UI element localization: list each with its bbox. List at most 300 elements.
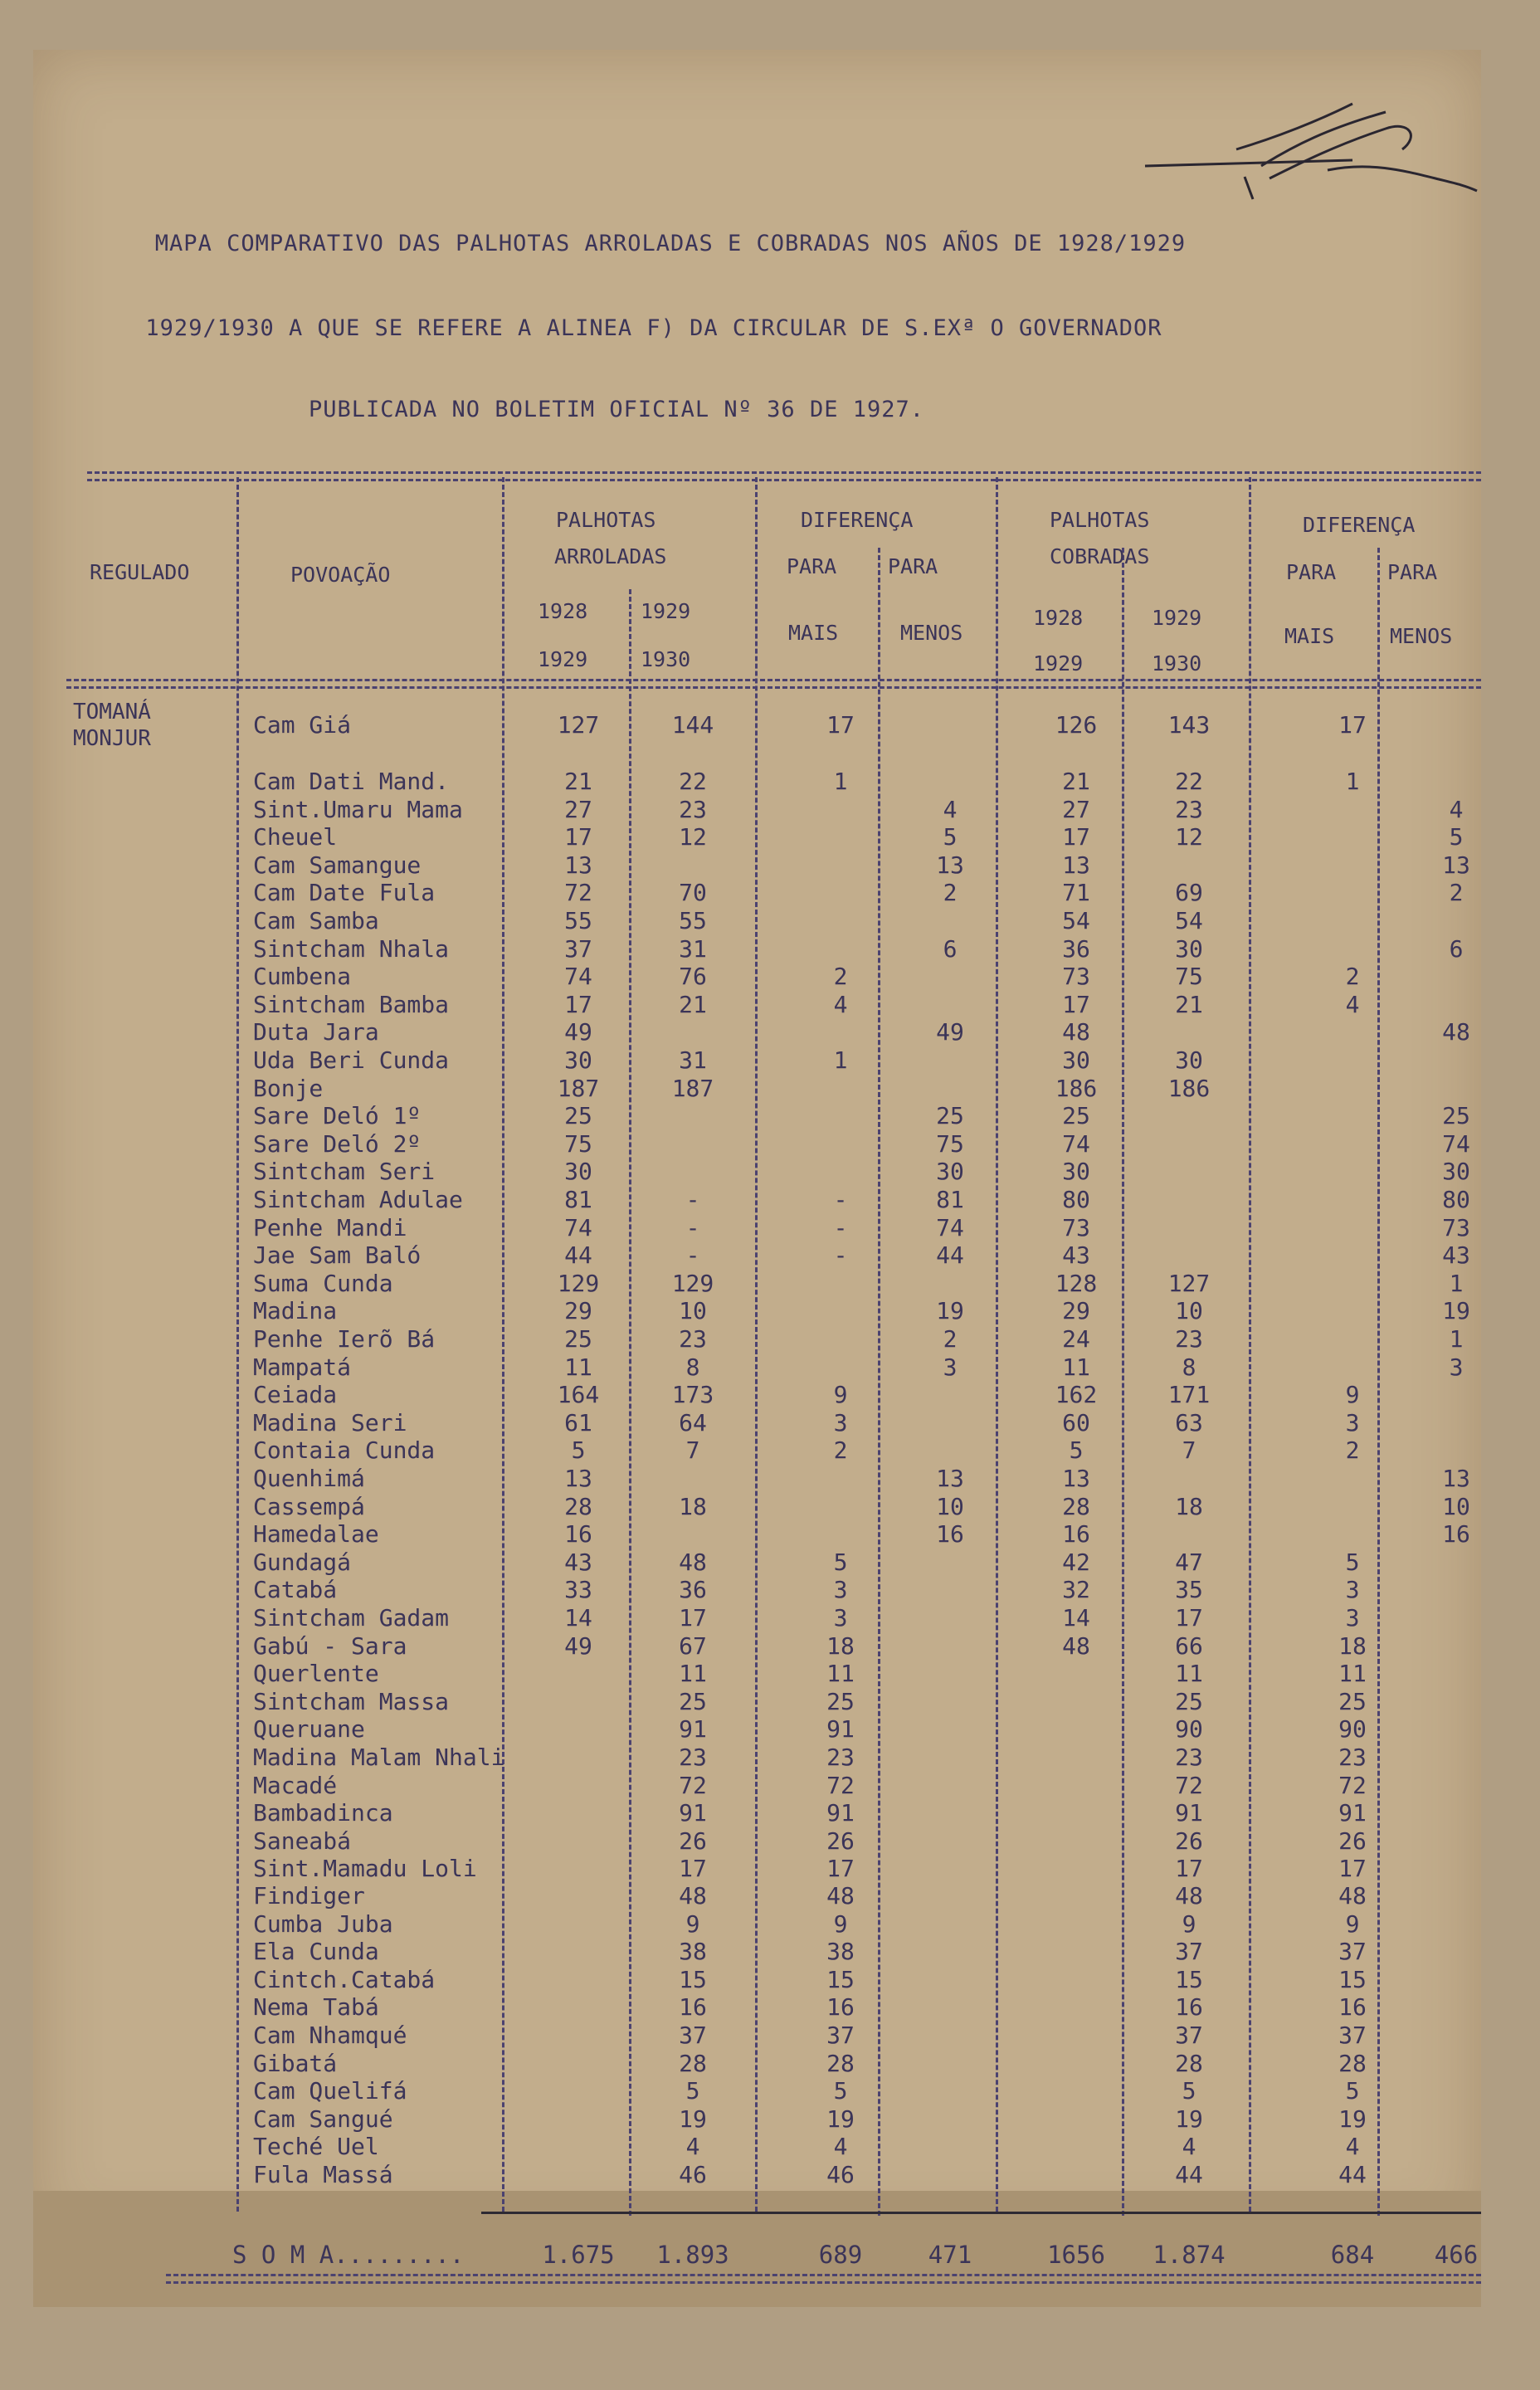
row-povoacao: Bonje bbox=[253, 1074, 324, 1102]
table-row bbox=[0, 1772, 1540, 1800]
row-arroladas-1929: 173 bbox=[671, 1381, 714, 1409]
table-row bbox=[0, 1297, 1540, 1325]
row-cobradas-1929: 37 bbox=[1175, 2022, 1203, 2049]
row-diferenca-mais: 18 bbox=[826, 1632, 855, 1660]
row-diferenca-mais: 1 bbox=[833, 768, 848, 795]
table-row bbox=[0, 1130, 1540, 1158]
table-row bbox=[0, 1688, 1540, 1716]
row-cobradas-diferenca-mais: 17 bbox=[1338, 711, 1367, 739]
row-cobradas-1929: 21 bbox=[1175, 990, 1203, 1018]
header-year-1929: 1929 bbox=[641, 599, 691, 623]
row-cobradas-diferenca-menos: 6 bbox=[1449, 934, 1464, 963]
row-povoacao: Ela Cunda bbox=[253, 1938, 379, 1966]
row-povoacao: Jae Sam Baló bbox=[253, 1241, 422, 1270]
row-diferenca-mais: 9 bbox=[833, 1381, 848, 1409]
row-cobradas-1929: 47 bbox=[1175, 1548, 1203, 1576]
row-povoacao: Cam Giá bbox=[253, 711, 352, 739]
row-cobradas-1929: 30 bbox=[1175, 1046, 1203, 1074]
row-arroladas-1928: 17 bbox=[564, 990, 592, 1018]
row-povoacao: Uda Beri Cunda bbox=[253, 1046, 450, 1074]
header-menos: MENOS bbox=[1390, 624, 1453, 648]
table-row bbox=[0, 1354, 1540, 1382]
row-cobradas-diferenca-mais: 11 bbox=[1338, 1660, 1367, 1688]
row-cobradas-1928: 14 bbox=[1062, 1604, 1090, 1632]
row-cobradas-1929: 127 bbox=[1167, 1269, 1211, 1297]
row-cobradas-diferenca-menos: 43 bbox=[1442, 1241, 1470, 1270]
header-para-menos: PARA bbox=[1387, 560, 1438, 584]
document-title-line-1: MAPA COMPARATIVO DAS PALHOTAS ARROLADAS E COBRADAS NOS AÑOS DE 1928/1929 bbox=[154, 231, 1187, 256]
row-cobradas-diferenca-mais: 4 bbox=[1345, 2133, 1360, 2161]
row-arroladas-1929: 15 bbox=[679, 1965, 707, 1993]
row-diferenca-menos: 4 bbox=[943, 795, 958, 823]
row-cobradas-1929: 11 bbox=[1175, 1660, 1203, 1688]
row-cobradas-diferenca-mais: 17 bbox=[1338, 1855, 1367, 1883]
row-arroladas-1928: 164 bbox=[557, 1381, 600, 1409]
row-povoacao: Cumba Juba bbox=[253, 1910, 393, 1938]
table-row bbox=[0, 1325, 1540, 1354]
row-arroladas-1928: 27 bbox=[564, 795, 592, 823]
row-cobradas-diferenca-menos: 5 bbox=[1449, 823, 1464, 851]
row-diferenca-menos: 2 bbox=[943, 1325, 958, 1353]
row-arroladas-1929: 21 bbox=[679, 990, 707, 1018]
row-cobradas-diferenca-menos: 10 bbox=[1442, 1492, 1470, 1520]
row-arroladas-1929: 48 bbox=[679, 1548, 707, 1576]
row-cobradas-1928: 43 bbox=[1062, 1241, 1090, 1270]
table-row bbox=[0, 796, 1540, 824]
row-povoacao: Sintcham Nhala bbox=[253, 934, 450, 963]
row-cobradas-diferenca-menos: 1 bbox=[1449, 1325, 1464, 1353]
header-diferenca-1: DIFERENÇA bbox=[801, 508, 914, 532]
row-cobradas-1928: 60 bbox=[1062, 1408, 1090, 1436]
row-cobradas-diferenca-mais: 37 bbox=[1338, 2022, 1367, 2049]
row-arroladas-1929: 18 bbox=[679, 1492, 707, 1520]
row-cobradas-1928: 48 bbox=[1062, 1632, 1090, 1660]
row-arroladas-1929: 10 bbox=[679, 1297, 707, 1325]
row-arroladas-1928: 30 bbox=[564, 1046, 592, 1074]
row-diferenca-mais: - bbox=[833, 1241, 848, 1270]
table-row bbox=[0, 2022, 1540, 2050]
row-diferenca-mais: 9 bbox=[833, 1910, 848, 1938]
header-diferenca-2: DIFERENÇA bbox=[1303, 513, 1416, 537]
row-arroladas-1928: 16 bbox=[564, 1520, 592, 1549]
row-arroladas-1929: 11 bbox=[679, 1660, 707, 1688]
table-row bbox=[0, 1799, 1540, 1827]
header-para-mais: PARA bbox=[1286, 560, 1337, 584]
row-arroladas-1929: 23 bbox=[679, 795, 707, 823]
table-row bbox=[0, 1938, 1540, 1966]
row-cobradas-diferenca-menos: 16 bbox=[1442, 1520, 1470, 1549]
row-povoacao: Mampatá bbox=[253, 1353, 352, 1381]
row-povoacao: Cam Nhamqué bbox=[253, 2022, 407, 2049]
row-cobradas-1928: 186 bbox=[1055, 1074, 1098, 1102]
row-cobradas-diferenca-mais: 48 bbox=[1338, 1882, 1367, 1910]
row-cobradas-1929: 66 bbox=[1175, 1632, 1203, 1660]
row-povoacao: Sintcham Bamba bbox=[253, 990, 450, 1018]
table-row bbox=[0, 1018, 1540, 1046]
row-arroladas-1929: 25 bbox=[679, 1687, 707, 1715]
row-arroladas-1929: 91 bbox=[679, 1799, 707, 1827]
row-cobradas-diferenca-menos: 19 bbox=[1442, 1297, 1470, 1325]
header-regulado: REGULADO bbox=[90, 560, 190, 584]
totals-label: S O M A......... bbox=[232, 2241, 465, 2269]
row-cobradas-diferenca-mais: 44 bbox=[1338, 2161, 1367, 2188]
row-arroladas-1929: 12 bbox=[679, 823, 707, 851]
table-row bbox=[0, 1744, 1540, 1772]
row-diferenca-mais: 16 bbox=[826, 1993, 855, 2022]
row-cobradas-1929: 23 bbox=[1175, 1325, 1203, 1353]
row-arroladas-1929: - bbox=[685, 1241, 700, 1270]
header-year-1928: 1928 bbox=[538, 599, 588, 623]
row-arroladas-1929: 17 bbox=[679, 1604, 707, 1632]
row-cobradas-1929: 69 bbox=[1175, 879, 1203, 907]
row-cobradas-diferenca-mais: 19 bbox=[1338, 2105, 1367, 2133]
row-cobradas-1929: 19 bbox=[1175, 2105, 1203, 2133]
row-cobradas-1929: 44 bbox=[1175, 2161, 1203, 2188]
row-arroladas-1928: 37 bbox=[564, 934, 592, 963]
row-diferenca-menos: 25 bbox=[936, 1102, 964, 1130]
row-diferenca-menos: 5 bbox=[943, 823, 958, 851]
header-palhotas-arroladas-2: ARROLADAS bbox=[554, 544, 667, 568]
row-cobradas-diferenca-mais: 90 bbox=[1338, 1715, 1367, 1744]
table-header-rule bbox=[66, 679, 1481, 689]
row-arroladas-1928: 28 bbox=[564, 1492, 592, 1520]
row-povoacao: Queruane bbox=[253, 1715, 365, 1744]
row-arroladas-1929: 17 bbox=[679, 1855, 707, 1883]
row-cobradas-diferenca-menos: 48 bbox=[1442, 1018, 1470, 1046]
row-povoacao: Cassempá bbox=[253, 1492, 365, 1520]
row-cobradas-1928: 73 bbox=[1062, 1213, 1090, 1241]
header-year-1929: 1929 bbox=[1033, 651, 1084, 676]
header-palhotas-cobradas-2: COBRADAS bbox=[1050, 544, 1150, 568]
row-arroladas-1929: 4 bbox=[685, 2133, 700, 2161]
row-diferenca-mais: 3 bbox=[833, 1576, 848, 1604]
table-row bbox=[0, 768, 1540, 796]
row-povoacao: Sintcham Massa bbox=[253, 1687, 450, 1715]
row-cobradas-1928: 54 bbox=[1062, 907, 1090, 934]
row-cobradas-1928: 30 bbox=[1062, 1158, 1090, 1186]
row-cobradas-1928: 25 bbox=[1062, 1102, 1090, 1130]
row-povoacao: Teché Uel bbox=[253, 2133, 379, 2161]
row-arroladas-1929: 28 bbox=[679, 2049, 707, 2077]
row-diferenca-menos: 2 bbox=[943, 879, 958, 907]
row-povoacao: Madina Seri bbox=[253, 1408, 407, 1436]
row-cobradas-1928: 32 bbox=[1062, 1576, 1090, 1604]
row-cobradas-diferenca-mais: 5 bbox=[1345, 2077, 1360, 2105]
row-povoacao: Contaia Cunda bbox=[253, 1436, 436, 1465]
row-diferenca-mais: 48 bbox=[826, 1882, 855, 1910]
row-povoacao: Madina bbox=[253, 1297, 338, 1325]
totals-cobradas-1929: 1.874 bbox=[1153, 2241, 1226, 2269]
table-row bbox=[0, 1576, 1540, 1604]
table-row bbox=[0, 1549, 1540, 1577]
row-cobradas-1928: 16 bbox=[1062, 1520, 1090, 1549]
row-arroladas-1928: 33 bbox=[564, 1576, 592, 1604]
row-cobradas-1928: 36 bbox=[1062, 934, 1090, 963]
row-cobradas-1928: 17 bbox=[1062, 823, 1090, 851]
row-diferenca-mais: 25 bbox=[826, 1687, 855, 1715]
row-arroladas-1928: 30 bbox=[564, 1158, 592, 1186]
header-palhotas-cobradas-1: PALHOTAS bbox=[1050, 508, 1150, 532]
row-arroladas-1928: 55 bbox=[564, 907, 592, 934]
table-row bbox=[0, 1102, 1540, 1130]
row-arroladas-1928: 74 bbox=[564, 963, 592, 991]
row-diferenca-mais: 91 bbox=[826, 1715, 855, 1744]
row-arroladas-1929: 7 bbox=[685, 1436, 700, 1465]
row-cobradas-1928: 80 bbox=[1062, 1186, 1090, 1213]
row-arroladas-1929: - bbox=[685, 1213, 700, 1241]
row-povoacao: Bambadinca bbox=[253, 1799, 393, 1827]
row-arroladas-1929: 37 bbox=[679, 2022, 707, 2049]
row-povoacao: Cam Dati Mand. bbox=[253, 768, 450, 795]
row-cobradas-1929: 143 bbox=[1167, 711, 1211, 739]
row-arroladas-1929: 5 bbox=[685, 2077, 700, 2105]
row-diferenca-mais: 19 bbox=[826, 2105, 855, 2133]
row-cobradas-1929: 8 bbox=[1182, 1353, 1196, 1381]
table-row bbox=[0, 1632, 1540, 1661]
row-diferenca-mais: 2 bbox=[833, 1436, 848, 1465]
row-povoacao: Cheuel bbox=[253, 823, 338, 851]
row-cobradas-1928: 17 bbox=[1062, 990, 1090, 1018]
row-arroladas-1929: 8 bbox=[685, 1353, 700, 1381]
row-arroladas-1928: 21 bbox=[564, 768, 592, 795]
row-povoacao: Madina Malam Nhali bbox=[253, 1744, 505, 1771]
row-cobradas-1929: 54 bbox=[1175, 907, 1203, 934]
row-arroladas-1929: 9 bbox=[685, 1910, 700, 1938]
row-arroladas-1929: 72 bbox=[679, 1771, 707, 1799]
row-cobradas-1929: 90 bbox=[1175, 1715, 1203, 1744]
row-arroladas-1928: 49 bbox=[564, 1632, 592, 1660]
row-cobradas-diferenca-mais: 91 bbox=[1338, 1799, 1367, 1827]
header-year-1928: 1928 bbox=[1033, 606, 1084, 630]
row-arroladas-1928: 187 bbox=[557, 1074, 600, 1102]
row-cobradas-1929: 30 bbox=[1175, 934, 1203, 963]
row-arroladas-1929: 67 bbox=[679, 1632, 707, 1660]
row-arroladas-1928: 129 bbox=[557, 1269, 600, 1297]
row-cobradas-1928: 126 bbox=[1055, 711, 1098, 739]
row-cobradas-1929: 25 bbox=[1175, 1687, 1203, 1715]
row-povoacao: Catabá bbox=[253, 1576, 338, 1604]
table-row bbox=[0, 1409, 1540, 1437]
header-palhotas-arroladas-1: PALHOTAS bbox=[556, 508, 656, 532]
header-povoacao: POVOAÇÃO bbox=[290, 563, 391, 587]
row-arroladas-1928: 14 bbox=[564, 1604, 592, 1632]
row-arroladas-1929: 144 bbox=[671, 711, 714, 739]
row-cobradas-1928: 74 bbox=[1062, 1129, 1090, 1158]
table-row bbox=[0, 1493, 1540, 1521]
table-row bbox=[0, 1381, 1540, 1409]
row-povoacao: Nema Tabá bbox=[253, 1993, 379, 2022]
row-cobradas-1929: 23 bbox=[1175, 1744, 1203, 1771]
row-arroladas-1929: 16 bbox=[679, 1993, 707, 2022]
row-cobradas-1929: 26 bbox=[1175, 1827, 1203, 1855]
table-row bbox=[0, 2105, 1540, 2134]
row-cobradas-1929: 16 bbox=[1175, 1993, 1203, 2022]
row-diferenca-mais: 4 bbox=[833, 2133, 848, 2161]
row-diferenca-mais: 2 bbox=[833, 963, 848, 991]
row-cobradas-1928: 128 bbox=[1055, 1269, 1098, 1297]
row-cobradas-1929: 5 bbox=[1182, 2077, 1196, 2105]
row-povoacao: Penhe Ierõ Bá bbox=[253, 1325, 436, 1353]
row-arroladas-1928: 13 bbox=[564, 851, 592, 879]
row-diferenca-mais: 3 bbox=[833, 1604, 848, 1632]
row-cobradas-1929: 10 bbox=[1175, 1297, 1203, 1325]
row-cobradas-1928: 13 bbox=[1062, 851, 1090, 879]
row-cobradas-diferenca-mais: 3 bbox=[1345, 1604, 1360, 1632]
row-cobradas-diferenca-mais: 28 bbox=[1338, 2049, 1367, 2077]
row-cobradas-diferenca-menos: 25 bbox=[1442, 1102, 1470, 1130]
row-arroladas-1929: 36 bbox=[679, 1576, 707, 1604]
table-row bbox=[0, 1993, 1540, 2022]
row-povoacao: Cam Sangué bbox=[253, 2105, 393, 2133]
row-diferenca-mais: 1 bbox=[833, 1046, 848, 1074]
table-row bbox=[0, 1855, 1540, 1883]
row-cobradas-1928: 5 bbox=[1069, 1436, 1084, 1465]
row-povoacao: Cam Samba bbox=[253, 907, 379, 934]
row-cobradas-diferenca-mais: 2 bbox=[1345, 963, 1360, 991]
document-title-line-3: PUBLICADA NO BOLETIM OFICIAL Nº 36 DE 1927. bbox=[309, 397, 924, 422]
row-arroladas-1928: 43 bbox=[564, 1548, 592, 1576]
row-arroladas-1929: 23 bbox=[679, 1744, 707, 1771]
row-cobradas-diferenca-menos: 30 bbox=[1442, 1158, 1470, 1186]
table-row bbox=[0, 1241, 1540, 1270]
row-cobradas-1929: 7 bbox=[1182, 1436, 1196, 1465]
row-arroladas-1928: 44 bbox=[564, 1241, 592, 1270]
row-cobradas-1929: 63 bbox=[1175, 1408, 1203, 1436]
row-diferenca-menos: 49 bbox=[936, 1018, 964, 1046]
totals-cobradas-diferenca-menos: 466 bbox=[1434, 2241, 1479, 2269]
table-row bbox=[0, 963, 1540, 991]
row-cobradas-diferenca-mais: 3 bbox=[1345, 1408, 1360, 1436]
row-povoacao: Cumbena bbox=[253, 963, 352, 991]
row-arroladas-1928: 81 bbox=[564, 1186, 592, 1213]
row-cobradas-diferenca-mais: 18 bbox=[1338, 1632, 1367, 1660]
row-arroladas-1929: 76 bbox=[679, 963, 707, 991]
totals-arroladas-1929: 1.893 bbox=[656, 2241, 729, 2269]
row-povoacao: Quenhimá bbox=[253, 1465, 365, 1492]
row-arroladas-1929: 129 bbox=[671, 1269, 714, 1297]
row-povoacao: Sintcham Seri bbox=[253, 1158, 436, 1186]
row-povoacao: Querlente bbox=[253, 1660, 379, 1688]
row-diferenca-menos: 75 bbox=[936, 1129, 964, 1158]
row-cobradas-1929: 171 bbox=[1167, 1381, 1211, 1409]
row-cobradas-1928: 24 bbox=[1062, 1325, 1090, 1353]
row-diferenca-mais: 17 bbox=[826, 1855, 855, 1883]
row-arroladas-1928: 25 bbox=[564, 1325, 592, 1353]
header-mais: MAIS bbox=[1284, 624, 1335, 648]
row-arroladas-1929: 64 bbox=[679, 1408, 707, 1436]
row-cobradas-1929: 9 bbox=[1182, 1910, 1196, 1938]
row-cobradas-1928: 27 bbox=[1062, 795, 1090, 823]
row-povoacao: Gabú - Sara bbox=[253, 1632, 407, 1660]
totals-arroladas-1928: 1.675 bbox=[542, 2241, 615, 2269]
row-cobradas-1929: 35 bbox=[1175, 1576, 1203, 1604]
row-arroladas-1928: 13 bbox=[564, 1465, 592, 1492]
row-cobradas-1929: 22 bbox=[1175, 768, 1203, 795]
table-row bbox=[0, 1520, 1540, 1549]
row-cobradas-1928: 48 bbox=[1062, 1018, 1090, 1046]
row-diferenca-mais: 15 bbox=[826, 1965, 855, 1993]
row-cobradas-1928: 11 bbox=[1062, 1353, 1090, 1381]
table-row bbox=[0, 1214, 1540, 1242]
row-diferenca-mais: 5 bbox=[833, 1548, 848, 1576]
table-row bbox=[0, 2133, 1540, 2161]
row-povoacao: Sint.Umaru Mama bbox=[253, 795, 463, 823]
row-cobradas-diferenca-mais: 25 bbox=[1338, 1687, 1367, 1715]
row-diferenca-mais: 23 bbox=[826, 1744, 855, 1771]
totals-diferenca-menos: 471 bbox=[928, 2241, 972, 2269]
row-diferenca-mais: 38 bbox=[826, 1938, 855, 1966]
row-arroladas-1928: 72 bbox=[564, 879, 592, 907]
row-cobradas-1928: 71 bbox=[1062, 879, 1090, 907]
table-row bbox=[0, 907, 1540, 935]
row-povoacao: Macadé bbox=[253, 1771, 338, 1799]
totals-cobradas-diferenca-mais: 684 bbox=[1330, 2241, 1375, 2269]
row-cobradas-1929: 18 bbox=[1175, 1492, 1203, 1520]
row-cobradas-1929: 48 bbox=[1175, 1882, 1203, 1910]
row-cobradas-diferenca-mais: 9 bbox=[1345, 1910, 1360, 1938]
row-arroladas-1929: - bbox=[685, 1186, 700, 1213]
row-cobradas-1928: 30 bbox=[1062, 1046, 1090, 1074]
header-mais: MAIS bbox=[788, 621, 839, 645]
table-row bbox=[0, 2161, 1540, 2189]
row-povoacao: Sintcham Adulae bbox=[253, 1186, 463, 1213]
handwritten-signature bbox=[1137, 87, 1485, 203]
totals-row bbox=[0, 2241, 1540, 2269]
row-diferenca-menos: 13 bbox=[936, 851, 964, 879]
row-cobradas-diferenca-mais: 1 bbox=[1345, 768, 1360, 795]
row-cobradas-1929: 17 bbox=[1175, 1855, 1203, 1883]
row-cobradas-diferenca-menos: 80 bbox=[1442, 1186, 1470, 1213]
row-cobradas-1929: 186 bbox=[1167, 1074, 1211, 1102]
row-cobradas-1929: 12 bbox=[1175, 823, 1203, 851]
row-cobradas-diferenca-menos: 13 bbox=[1442, 851, 1470, 879]
row-cobradas-1928: 13 bbox=[1062, 1465, 1090, 1492]
table-row bbox=[0, 879, 1540, 907]
row-cobradas-diferenca-mais: 16 bbox=[1338, 1993, 1367, 2022]
row-cobradas-1929: 75 bbox=[1175, 963, 1203, 991]
row-diferenca-menos: 16 bbox=[936, 1520, 964, 1549]
row-arroladas-1929: 31 bbox=[679, 934, 707, 963]
row-cobradas-1928: 21 bbox=[1062, 768, 1090, 795]
row-cobradas-1929: 17 bbox=[1175, 1604, 1203, 1632]
row-diferenca-mais: 5 bbox=[833, 2077, 848, 2105]
row-arroladas-1928: 25 bbox=[564, 1102, 592, 1130]
row-diferenca-menos: 44 bbox=[936, 1241, 964, 1270]
row-diferenca-menos: 19 bbox=[936, 1297, 964, 1325]
row-diferenca-menos: 81 bbox=[936, 1186, 964, 1213]
row-cobradas-1928: 42 bbox=[1062, 1548, 1090, 1576]
row-cobradas-diferenca-menos: 4 bbox=[1449, 795, 1464, 823]
row-arroladas-1929: 31 bbox=[679, 1046, 707, 1074]
row-cobradas-1928: 28 bbox=[1062, 1492, 1090, 1520]
row-cobradas-1928: 29 bbox=[1062, 1297, 1090, 1325]
row-diferenca-menos: 13 bbox=[936, 1465, 964, 1492]
row-diferenca-menos: 10 bbox=[936, 1492, 964, 1520]
row-povoacao: Gibatá bbox=[253, 2049, 338, 2077]
row-diferenca-mais: 26 bbox=[826, 1827, 855, 1855]
table-row bbox=[0, 2077, 1540, 2105]
table-row bbox=[0, 1046, 1540, 1075]
row-arroladas-1928: 75 bbox=[564, 1129, 592, 1158]
row-cobradas-diferenca-mais: 23 bbox=[1338, 1744, 1367, 1771]
row-arroladas-1928: 127 bbox=[557, 711, 600, 739]
row-povoacao: Cam Date Fula bbox=[253, 879, 436, 907]
table-bottom-rule bbox=[166, 2274, 1481, 2284]
row-diferenca-menos: 74 bbox=[936, 1213, 964, 1241]
row-cobradas-diferenca-mais: 5 bbox=[1345, 1548, 1360, 1576]
row-arroladas-1929: 26 bbox=[679, 1827, 707, 1855]
row-arroladas-1929: 48 bbox=[679, 1882, 707, 1910]
